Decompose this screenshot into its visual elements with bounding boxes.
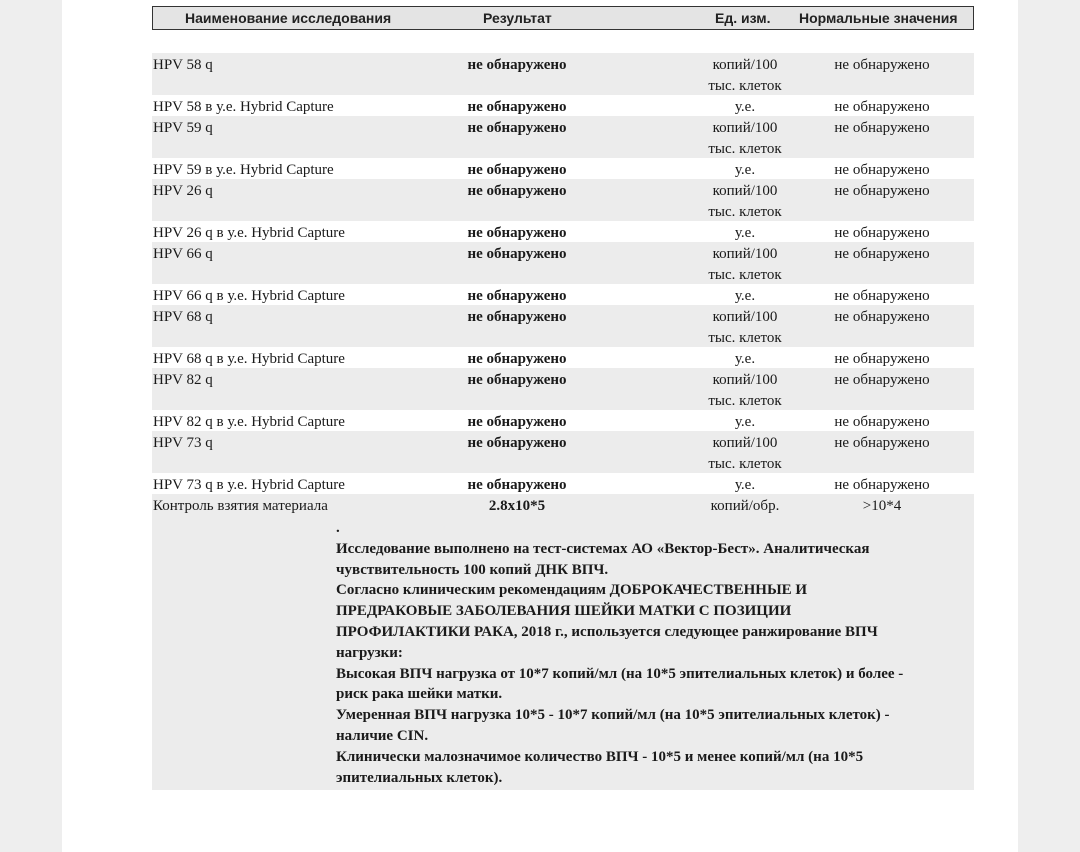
row-unit: копий/100 тыс. клеток bbox=[708, 120, 782, 157]
row-unit: у.е. bbox=[734, 225, 756, 241]
row-unit: копий/100 тыс. клеток bbox=[708, 246, 782, 283]
row-name: HPV 59 в у.е. Hybrid Capture bbox=[153, 162, 334, 178]
results-table bbox=[152, 53, 974, 494]
header-unit: Ед. изм. bbox=[715, 10, 771, 26]
row-result: не обнаружено bbox=[467, 57, 567, 73]
table-row bbox=[152, 53, 974, 95]
row-unit: у.е. bbox=[734, 477, 756, 493]
note-line: эпителиальных клеток). bbox=[336, 769, 503, 786]
row-name: HPV 58 q bbox=[153, 57, 213, 73]
row-norm: не обнаружено bbox=[834, 246, 930, 262]
row-result: не обнаружено bbox=[467, 372, 567, 388]
header-name: Наименование исследования bbox=[185, 10, 392, 26]
row-result: не обнаружено bbox=[467, 99, 567, 115]
row-name: HPV 73 q в у.е. Hybrid Capture bbox=[153, 477, 345, 493]
note-line: Умеренная ВПЧ нагрузка 10*5 - 10*7 копий/мл (на 10*5 эпителиальных клеток) - bbox=[336, 707, 890, 724]
header-norm: Нормальные значения bbox=[799, 10, 958, 26]
row-result: не обнаружено bbox=[467, 435, 567, 451]
row-name: HPV 73 q bbox=[153, 435, 213, 451]
table-row bbox=[152, 179, 974, 221]
table-row bbox=[152, 221, 974, 242]
note-line: Высокая ВПЧ нагрузка от 10*7 копий/мл (на 10*5 эпителиальных клеток) и более - bbox=[336, 665, 904, 682]
note-line: ПРОФИЛАКТИКИ РАКА, 2018 г., используется следующее ранжирование ВПЧ bbox=[336, 623, 878, 640]
control-name: Контроль взятия материала bbox=[153, 498, 328, 514]
row-norm: не обнаружено bbox=[834, 57, 930, 73]
row-result: не обнаружено bbox=[467, 183, 567, 199]
row-norm: не обнаружено bbox=[834, 372, 930, 388]
row-unit: у.е. bbox=[734, 351, 756, 367]
row-norm: не обнаружено bbox=[834, 414, 930, 430]
row-result: не обнаружено bbox=[467, 120, 567, 136]
note-line: нагрузки: bbox=[336, 644, 403, 661]
row-norm: не обнаружено bbox=[834, 309, 930, 325]
note-line: Клинически малозначимое количество ВПЧ - 10*5 и менее копий/мл (на 10*5 bbox=[336, 748, 864, 765]
row-name: HPV 82 q в у.е. Hybrid Capture bbox=[153, 414, 345, 430]
row-norm: не обнаружено bbox=[834, 120, 930, 136]
row-name: HPV 82 q bbox=[153, 372, 213, 388]
table-row bbox=[152, 473, 974, 494]
row-name: HPV 26 q bbox=[153, 183, 213, 199]
row-unit: у.е. bbox=[734, 414, 756, 430]
row-result: не обнаружено bbox=[467, 414, 567, 430]
row-norm: не обнаружено bbox=[834, 477, 930, 493]
control-result: 2.8x10*5 bbox=[488, 498, 546, 514]
row-unit: у.е. bbox=[734, 99, 756, 115]
table-row bbox=[152, 368, 974, 410]
row-unit: копий/100 тыс. клеток bbox=[708, 57, 782, 94]
row-unit: копий/100 тыс. клеток bbox=[708, 183, 782, 220]
row-unit: копий/100 тыс. клеток bbox=[708, 435, 782, 472]
row-name: HPV 68 q в у.е. Hybrid Capture bbox=[153, 351, 345, 367]
row-norm: не обнаружено bbox=[834, 162, 930, 178]
row-result: не обнаружено bbox=[467, 288, 567, 304]
table-row bbox=[152, 284, 974, 305]
row-norm: не обнаружено bbox=[834, 288, 930, 304]
notes-block bbox=[336, 518, 956, 788]
note-line: чувствительность 100 копий ДНК ВПЧ. bbox=[336, 561, 609, 578]
row-name: HPV 59 q bbox=[153, 120, 213, 136]
table-row bbox=[152, 116, 974, 158]
row-norm: не обнаружено bbox=[834, 351, 930, 367]
row-norm: не обнаружено bbox=[834, 435, 930, 451]
control-norm: >10*4 bbox=[862, 498, 902, 514]
table-row bbox=[152, 95, 974, 116]
row-norm: не обнаружено bbox=[834, 183, 930, 199]
row-norm: не обнаружено bbox=[834, 225, 930, 241]
row-result: не обнаружено bbox=[467, 162, 567, 178]
header-result: Результат bbox=[483, 10, 552, 26]
row-name: HPV 66 q в у.е. Hybrid Capture bbox=[153, 288, 345, 304]
row-result: не обнаружено bbox=[467, 477, 567, 493]
table-row bbox=[152, 242, 974, 284]
row-result: не обнаружено bbox=[467, 225, 567, 241]
row-name: HPV 66 q bbox=[153, 246, 213, 262]
note-line: Согласно клиническим рекомендациям ДОБРОКАЧЕСТВЕННЫЕ И bbox=[336, 582, 808, 599]
control-unit: копий/обр. bbox=[710, 498, 780, 514]
note-line: ПРЕДРАКОВЫЕ ЗАБОЛЕВАНИЯ ШЕЙКИ МАТКИ С ПОЗИЦИИ bbox=[336, 603, 792, 620]
row-unit: у.е. bbox=[734, 162, 756, 178]
table-row bbox=[152, 410, 974, 431]
row-name: HPV 26 q в у.е. Hybrid Capture bbox=[153, 225, 345, 241]
table-row bbox=[152, 347, 974, 368]
row-unit: копий/100 тыс. клеток bbox=[708, 372, 782, 409]
row-unit: копий/100 тыс. клеток bbox=[708, 309, 782, 346]
row-norm: не обнаружено bbox=[834, 99, 930, 115]
row-result: не обнаружено bbox=[467, 351, 567, 367]
table-row bbox=[152, 431, 974, 473]
table-row bbox=[152, 305, 974, 347]
note-line: риск рака шейки матки. bbox=[336, 686, 503, 703]
note-line: наличие CIN. bbox=[336, 727, 429, 744]
row-unit: у.е. bbox=[734, 288, 756, 304]
note-line: . bbox=[336, 520, 340, 536]
row-name: HPV 68 q bbox=[153, 309, 213, 325]
row-result: не обнаружено bbox=[467, 246, 567, 262]
note-line: Исследование выполнено на тест-системах АО «Вектор-Бест». Аналитическая bbox=[336, 540, 870, 557]
row-result: не обнаружено bbox=[467, 309, 567, 325]
table-row bbox=[152, 158, 974, 179]
table-header bbox=[152, 6, 974, 30]
row-name: HPV 58 в у.е. Hybrid Capture bbox=[153, 99, 334, 115]
